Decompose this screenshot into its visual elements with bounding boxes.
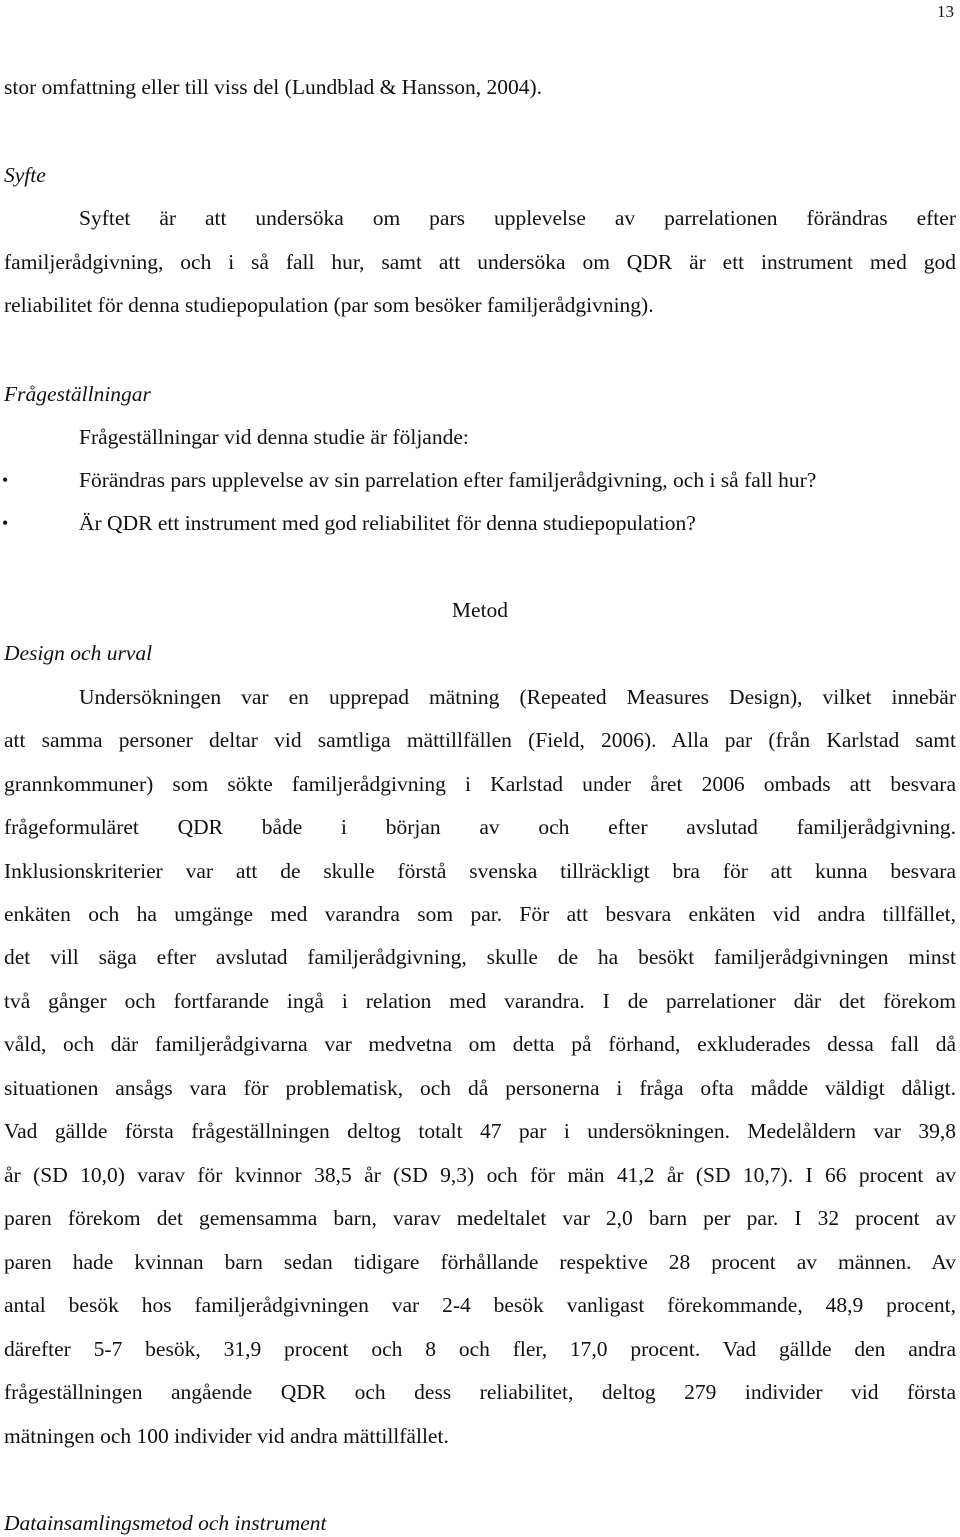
paragraph-line: Inklusionskriterier var att de skulle förstå svenska tillräckligt bra för att kunna besvara — [4, 859, 956, 883]
bullet-icon: • — [2, 513, 9, 533]
question-text: Är QDR ett instrument med god reliabilitet för denna studiepopulation? — [79, 511, 696, 535]
syfte-paragraph-line: Syftet är att undersöka om pars upplevelse av parrelationen förändras efter — [79, 206, 956, 230]
intro-line: stor omfattning eller till viss del (Lundblad & Hansson, 2004). — [4, 75, 543, 99]
paragraph-line: frågeformuläret QDR både i början av och efter avslutad familjerådgivning. — [4, 815, 956, 839]
paragraph-line: enkäten och ha umgänge med varandra som par. För att besvara enkäten vid andra tillfället, — [4, 902, 956, 926]
paragraph-line: antal besök hos familjerådgivningen var 2-4 besök vanligast förekommande, 48,9 procent, — [4, 1293, 956, 1317]
paragraph-line: paren förekom det gemensamma barn, varav medeltalet var 2,0 barn per par. I 32 procent av — [4, 1206, 956, 1230]
page-number: 13 — [937, 2, 954, 21]
design-heading: Design och urval — [4, 641, 153, 665]
paragraph-line: Vad gällde första frågeställningen deltog totalt 47 par i undersökningen. Medelåldern var 39,8 — [4, 1119, 956, 1143]
syfte-heading: Syfte — [4, 163, 46, 187]
paragraph-line: det vill säga efter avslutad familjerådgivning, skulle de ha besökt familjerådgivningen minst — [4, 945, 956, 969]
fragestallningar-heading: Frågeställningar — [4, 382, 151, 406]
paragraph-line: frågeställningen angående QDR och dess reliabilitet, deltog 279 individer vid första — [4, 1380, 956, 1404]
paragraph-line: år (SD 10,0) varav för kvinnor 38,5 år (SD 9,3) och för män 41,2 år (SD 10,7). I 66 procent av — [4, 1163, 956, 1187]
syfte-paragraph-line: familjerådgivning, och i så fall hur, samt att undersöka om QDR är ett instrument med god — [4, 250, 956, 274]
question-text: Förändras pars upplevelse av sin parrelation efter familjerådgivning, och i så fall hur? — [79, 468, 817, 492]
bullet-icon: • — [2, 470, 9, 490]
datainsamling-heading: Datainsamlingsmetod och instrument — [4, 1511, 327, 1535]
paragraph-line: att samma personer deltar vid samtliga mättillfällen (Field, 2006). Alla par (från Karlstad samt — [4, 728, 956, 752]
paragraph-line: paren hade kvinnan barn sedan tidigare förhållande respektive 28 procent av männen. Av — [4, 1250, 956, 1274]
paragraph-line: mätningen och 100 individer vid andra mättillfället. — [4, 1424, 449, 1448]
paragraph-line: därefter 5-7 besök, 31,9 procent och 8 och fler, 17,0 procent. Vad gällde den andra — [4, 1337, 956, 1361]
fragestallningar-intro: Frågeställningar vid denna studie är följande: — [79, 425, 469, 449]
syfte-paragraph-line: reliabilitet för denna studiepopulation (par som besöker familjerådgivning). — [4, 293, 654, 317]
paragraph-line: två gånger och fortfarande ingå i relation med varandra. I de parrelationer där det förekom — [4, 989, 956, 1013]
paragraph-line: våld, och där familjerådgivarna var medvetna om detta på förhand, exkluderades dessa fall då — [4, 1032, 956, 1056]
paragraph-line: grannkommuner) som sökte familjerådgivning i Karlstad under året 2006 ombads att besvara — [4, 772, 956, 796]
paragraph-line: Undersökningen var en upprepad mätning (Repeated Measures Design), vilket innebär — [79, 685, 956, 709]
metod-heading: Metod — [451, 598, 509, 622]
paragraph-line: situationen ansågs vara för problematisk, och då personerna i fråga ofta mådde väldigt dåligt. — [4, 1076, 956, 1100]
